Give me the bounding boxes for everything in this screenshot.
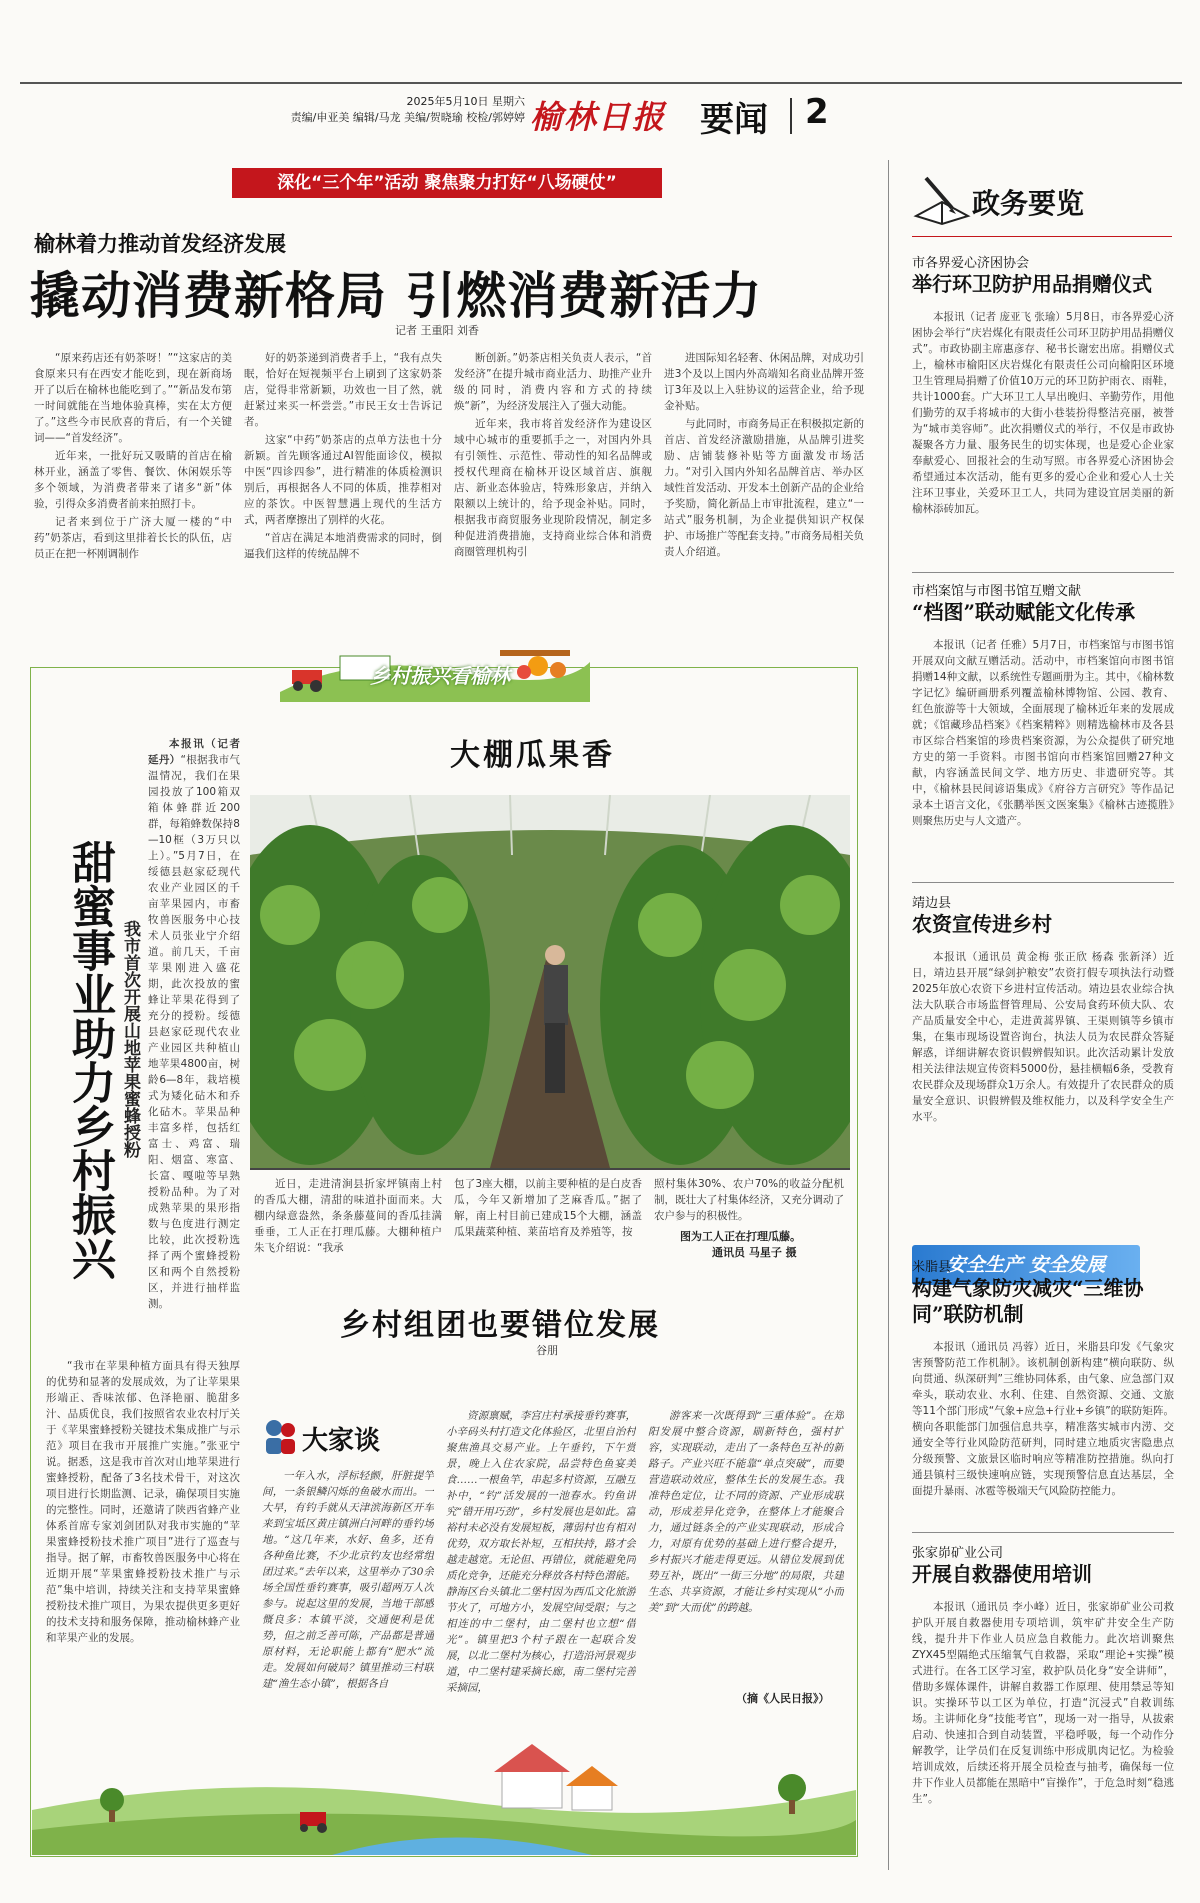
sidebar-rule [912, 882, 1174, 883]
lead-column-4: 进国际知名轻奢、休闲品牌，对成功引进3个及以上国内外高端知名商业品牌开签订3年及以上入驻协议的运营企业，给予现金补贴。 与此同时，市商务局正在积极拟定新的首店、首发经济激励措施，从品牌引进奖励、店铺装修补贴等方面激发市场活力。“对引入国内外知名品牌首店、举办区域性首发活动、开发本土创新产品的企业给予奖励，简化新品上市审批流程，建立“一站式”服务机制，为企业提供知识产权保护、市场推广等配套支持。”市商务局相关负责人介绍道。 [664, 352, 864, 558]
photo-credit: 图为工人正在打理瓜藤。 [680, 1230, 801, 1243]
opinion-source: （摘《人民日报》） [736, 1692, 830, 1705]
sidebar-item-4: 米脂县 构建气象防灾减灾“三维协同”联防机制 本报讯（通讯员 冯蓉）近日，米脂县印发《气象灾害预警防范工作机制》。该机制创新构建“横向联防、纵向贯通、纵深研判”三维协同体系，由气象、应急部门双牵头，联动农业、水利、住建、自然资源、交通、文旅等11个部门形成“气象+应急+行业+乡镇”的联防矩阵。横向各职能部门加强信息共享，精准落实城市内涝、交通安全等行业风险防范研判，同时建立地质灾害隐患点分级预警、文旅景区临时响应等精准防控措施。纵向打通县镇村三级快速响应链，实现预警信息直达基层，全面提升暴雨、冰雹等极端天气风险防控能力。 [912, 1260, 1174, 1497]
opinion-column-3: 游客来一次既得到“三重体验”。在郑阳发展中整合资源，刷新特色，强村扩容，实现联动，走出了一条特色互补的新路子。产业兴旺不能靠“单点突破”，而要营造联动效应，整体生长的发展生态。我准特色定位，让不同的资源、产业形成联动，形成差异化竞争，在整体上才能聚合力，通过链条全的产业实现联动，形成合力，对原有优势的基础上进行整合提升，乡村振兴才能走得更远。从错位发展到优势互补，既出“一街三分地”的局限，共建生态、共享资源，才能让乡村实现从“小而美”到“大而优”的跨越。 [648, 1410, 844, 1614]
sidebar-item-2: 市档案馆与市图书馆互赠文献 “档图”联动赋能文化传承 本报讯（记者 任雅）5月7日，市档案馆与市图书馆开展双向文献互赠活动。活动中，市档案馆向市图书馆捐赠14种文献，以系统性专题画册为主。其中，《榆林数字记忆》编研画册系列覆盖榆林博物馆、公园、教育、红色旅游等十大领域，全面展现了榆林近年来的发展成就；《馆藏珍品档案》《档案精粹》则精选榆林市及各县市区综合档案馆的珍贵档案资源，为公众提供了研究地方史的第一手资料。市图书馆向市档案馆回赠27种文献，内容涵盖民间文学、地方历史、非遗研究等。其中，《榆林县民间谚语集成》《府谷方言研究》等作品记录本土语言文化，《张鹏举医文医案集》《榆林古迹揽胜》则聚焦历史与人文遗产。 [912, 584, 1174, 827]
opinion-title: 乡村组团也要错位发展 [340, 1308, 660, 1343]
honey-article-column-2: “我市在苹果种植方面具有得天独厚的优势和显著的发展成效，为了让苹果果形端正、香味浓郁、色泽艳丽、脆甜多汁、品质优良，我们按照省农业农村厅关于《苹果蜜蜂授粉关键技术集成推广与示范》项目在我市开展推广实施。”张亚宁说。据悉，这是我市首次对山地苹果进行蜜蜂授粉，配备了3名技术骨干，对这次项目进行长期监测、记录，确保项目实施的完整性。同时，还邀请了陕西省蜂产业体系首席专家刘剑团队对我市实施的“苹果蜜蜂授粉技术推广项目”进行了巡查与指导。据了解，市畜牧兽医服务中心将在近期开展“苹果蜜蜂授粉技术推广与示范”集中培训，持续关注和支持苹果蜜蜂授粉技术推广项目，为果农提供更多更好的技术支持和服务保障，推动榆林蜂产业和苹果产业的发展。 [46, 1360, 240, 1644]
village-illustration-art [32, 1730, 856, 1855]
melon-article-title: 大棚瓜果香 [450, 738, 615, 773]
issue-date: 2025年5月10日 星期六 [406, 95, 525, 108]
staff-credits: 责编/申亚美 编辑/马龙 美编/贺晓瑜 校检/郭婷婷 [290, 111, 525, 124]
lead-column-3: 断创新。”奶茶店相关负责人表示，“首发经济”在提升城市商业活力、助推产业升级的同时，消费内容和方式的持续焕“新”，为经济发展注入了强大动能。 近年来，我市将首发经济作为建设区域中心城市的重要抓手之一，对国内外具有引领性、示范性、带动性的知名品牌或授权代理商在榆林开设区域首店、旗舰店、新业态体验店，特殊形象店，并纳入限额以上统计的，给予现金补贴。同时，根据我市商贸服务业现阶段情况，制定多种促进消费措施，支持商业综合体和消费商圈管理机构引 [454, 352, 652, 558]
melon-caption-2: 包了3座大棚，以前主要种植的是白皮香瓜，今年又新增加了芝麻香瓜。”据了解，南上村目前已建成15个大棚，涵盖瓜果蔬菜种植、莱苗培育及养殖等，按 [454, 1178, 642, 1238]
melon-caption-1: 近日，走进清涧县折家坪镇南上村的香瓜大棚，清甜的味道扑面而来。大棚内绿意盎然，条条藤蔓间的香瓜挂满垂垂，工人正在打理瓜藤。大棚种植户朱飞介绍说：“我承 [254, 1178, 442, 1254]
section-name: 要闻 [700, 100, 768, 140]
sidebar-divider [888, 160, 889, 1870]
lead-byline: 记者 王重阳 刘香 [395, 324, 479, 337]
sidebar-header [912, 172, 1172, 228]
caption-rule [250, 1168, 850, 1170]
lead-column-2: 好的奶茶递到消费者手上，“我有点失眠，恰好在短视频平台上刷到了这家奶茶店，觉得非常新颖，功效也一目了然，就赶紧过来买一杯尝尝。”市民王女士告诉记者。 这家“中药”奶茶店的点单方法也十分新颖。首先顾客通过AI智能面诊仪，模拟中医“四诊四参”，进行精准的体质检测识别后，再根据各人不同的体质，推荐相对应的茶饮。中医智慧遇上现代的生活方式，两者摩擦出了别样的火花。 “首店在满足本地消费需求的同时，倒逼我们这样的传统品牌不 [244, 352, 442, 560]
honey-article-column-1: 本报讯（记者 延丹）“根据我市气温情况，我们在果园投放了100箱双箱体蜂群近200群，每箱蜂数保持8—10框（3万只以上）。”5月7日，在绥德县赵家砭现代农业产业园区的千亩苹果园内，市畜牧兽医服务中心技术人员张业宁介绍道。前几天，千亩苹果刚进入盛花期，此次投放的蜜蜂让苹果花得到了充分的授粉。绥德县赵家砭现代农业产业园区共种植山地苹果4800亩，树龄6—8年，栽培模式为矮化砧木和乔化砧木。苹果品种丰富多样，包括红富士、鸡富、瑞阳、烟富、寒富、长富、嘎啦等早熟授粉品种。为了对成熟苹果的果形指数与色度进行测定比较，此次授粉选择了两个蜜蜂授粉区和两个自然授粉区，并进行抽样监测。 [148, 738, 240, 1310]
greenhouse-photo-art [250, 795, 850, 1168]
masthead-rule [20, 82, 1182, 84]
photographer-credit: 通讯员 马星子 摄 [712, 1246, 797, 1259]
section-divider [790, 98, 792, 134]
sidebar-header-rule [912, 236, 1172, 237]
sidebar-item-5: 张家峁矿业公司 开展自救器使用培训 本报讯（通讯员 李小峰）近日，张家峁矿业公司救护队开展自救器使用专项培训，筑牢矿井安全生产防线，提升井下作业人员应急自救能力。此次培训聚焦ZYX45型隔绝式压缩氧气自救器，采取“理论+实操”模式进行。在各工区学习室，救护队员化身“安全讲师”，借助多媒体课件，讲解自救器工作原理、使用禁忌等知识。实操环节以工区为单位，打造“沉浸式”自救训练场。主讲师化身“技能考官”，现场一对一指导，从拔索启动、快速扣合到自动装置，平稳呼吸，每一个动作分解教学，让学员们在反复训练中形成肌肉记忆。为检验培训成效，后续还将开展全员检查与抽考，确保每一位井下作业人员都能在黑暗中“盲操作”，于危急时刻“稳逃生”。 [912, 1546, 1174, 1805]
opinion-column-2: 资源禀赋，李宫庄村承接垂钓赛事，小辛码头村打造文化体验区，北里自治村聚焦渔具交易产业。上午垂钓，下午赏景，晚上入住农家院，品尝特色鱼宴美食……一根鱼竿，串起多村资源，互融互补中，“钓”活发展的一池春水。钓鱼讲究“错开用巧劲”，乡村发展也是如此。富裕村未必没有发展短板，薄弱村也有相对优势，双方取长补短，互相扶持，路才会越走越宽。无论但、再错位，就能避免同质化竞争，还能充分释放各村特色潜能。静海区台头镇北二堡村因为西瓜文化旅游节火了，可地方小，发展空间受限；与之相连的中二堡村，由二堡村也立想“借光”。镇里把3个村子跟在一起联合发展，以北二堡村为核心，打造沿河景观步道，中二堡村建采摘长廊，南二堡村完善采摘园， [446, 1410, 636, 1694]
sidebar-item-1: 市各界爱心济困协会 举行环卫防护用品捐赠仪式 本报讯（记者 庞亚飞 张瑜）5月8日，市各界爱心济困协会举行“庆岩煤化有限责任公司环卫防护用品捐赠仪式”。市政协副主席惠彦存、秘书长谢宏出席。捐赠仪式上，榆林市榆阳区庆岩煤化有限责任公司向榆阳区环境卫生管理局捐赠了价值10万元的环卫防护雨衣、雨鞋，共计1000套。广大环卫工人早出晚归、辛勤劳作，用他们勤劳的双手将城市的大街小巷装扮得整洁亮丽，被誉为“城市美容师”。此次捐赠仪式的举行，不仅是市政协凝聚各方力量、服务民生的切实体现，也是爱心企业家奉献爱心、回报社会的生动写照。市各界爱心济困协会希望通过本次活动，能有更多的爱心企业和爱心人士关注环卫事业，关爱环卫工人，共同为建设宜居美丽的新榆林添砖加瓦。 [912, 256, 1174, 515]
opinion-author: 谷朋 [536, 1344, 558, 1357]
sidebar-rule [912, 572, 1174, 573]
melon-caption-3: 照村集体30%、农户70%的收益分配机制，既壮大了村集体经济，又充分调动了农户参与的积极性。 [654, 1178, 844, 1222]
honey-vertical-title: 甜蜜事业助力乡村振兴 [64, 840, 115, 1280]
rural-banner [280, 632, 590, 702]
sidebar-title: 政务要览 [972, 187, 1085, 220]
campaign-banner: 深化“三个年”活动 聚焦聚力打好“八场硬仗” [232, 168, 662, 198]
lead-kicker: 榆林着力推动首发经济发展 [34, 231, 286, 256]
honey-vertical-subtitle: 我市首次开展山地苹果蜜蜂授粉 [120, 920, 140, 1158]
opinion-column-1: 一年入水，浮标轻颤，肝脏提竿间，一条银鳞闪烁的鱼破水而出。一大早，有钓手就从天津滨海新区开车来到宝坻区黄庄镇洲白河畔的垂钓场地。“这几年来，水好、鱼多，还有各种鱼比赛，不少北京钓友也经常组团过来。”去年以来，这里举办了30余场全国性垂钓赛事，吸引超两万人次参与。说起这里的发展，当地干部感慨良多：本镇平淡，交通便利是优势，但之前乏善可陈，产品都是普通原材料，无论职能上都有“肥水”流走。发展如何破局？镇里推动三村联建“渔生态小镇”，根据各自 [262, 1470, 434, 1690]
masthead-info [255, 94, 525, 126]
village-illustration [32, 1730, 856, 1855]
greenhouse-photo [250, 795, 850, 1168]
paper-logo: 榆林日报 [530, 98, 667, 136]
safety-banner: 安全生产 安全发展 [912, 1245, 1140, 1285]
pen-book-icon [912, 172, 972, 228]
page-number: 2 [805, 92, 829, 132]
opinion-label: 大家谈 [262, 1416, 432, 1458]
sidebar-rule [912, 1532, 1174, 1533]
lead-column-1: “原来药店还有奶茶呀！”“这家店的美食原来只有在西安才能吃到，现在新商场开了以后在榆林也能吃到了。”“新品发布第一时间就能在当地体验真棒，实在太方便了。”这些今市民欣喜的背后，有一个关键词——“首发经济”。 近年来，一批好玩又吸睛的首店在榆林开业，涵盖了零售、餐饮、休闲娱乐等多个领域，为消费者带来了诸多“新”体验，引得众多消费者前来拍照打卡。 记者来到位于广济大厦一楼的“中药”奶茶店，看到这里排着长长的队伍，店员正在把一杯刚调制作 [34, 352, 232, 560]
rural-banner-text: 乡村振兴看榆林 [370, 664, 510, 688]
lead-headline: 撬动消费新格局 引燃消费新活力 [30, 266, 763, 325]
speaker-people-icon [262, 1416, 300, 1456]
sidebar-item-3: 靖边县 农资宣传进乡村 本报讯（通讯员 黄金梅 张正欣 杨森 张新泽）近日，靖边县开展“绿剑护粮安”农资打假专项执法行动暨2025年放心农资下乡进村宣传活动。靖边县农业综合执法大队联合市场监督管理局、公安局食药环侦大队、农产品质量安全中心，走进黄蒿界镇、王渠则镇等乡镇市集，在集市现场设置咨询台，执法人员为农民群众答疑解惑，详细讲解农资识假辨假知识。此次活动累计发放相关法律法规宣传资料5000份，悬挂横幅6条，受教育农民群众及现场群众1万余人。有效提升了农民群众的质量安全意识、识假辨假及维权能力，以及科学安全生产水平。 [912, 896, 1174, 1123]
